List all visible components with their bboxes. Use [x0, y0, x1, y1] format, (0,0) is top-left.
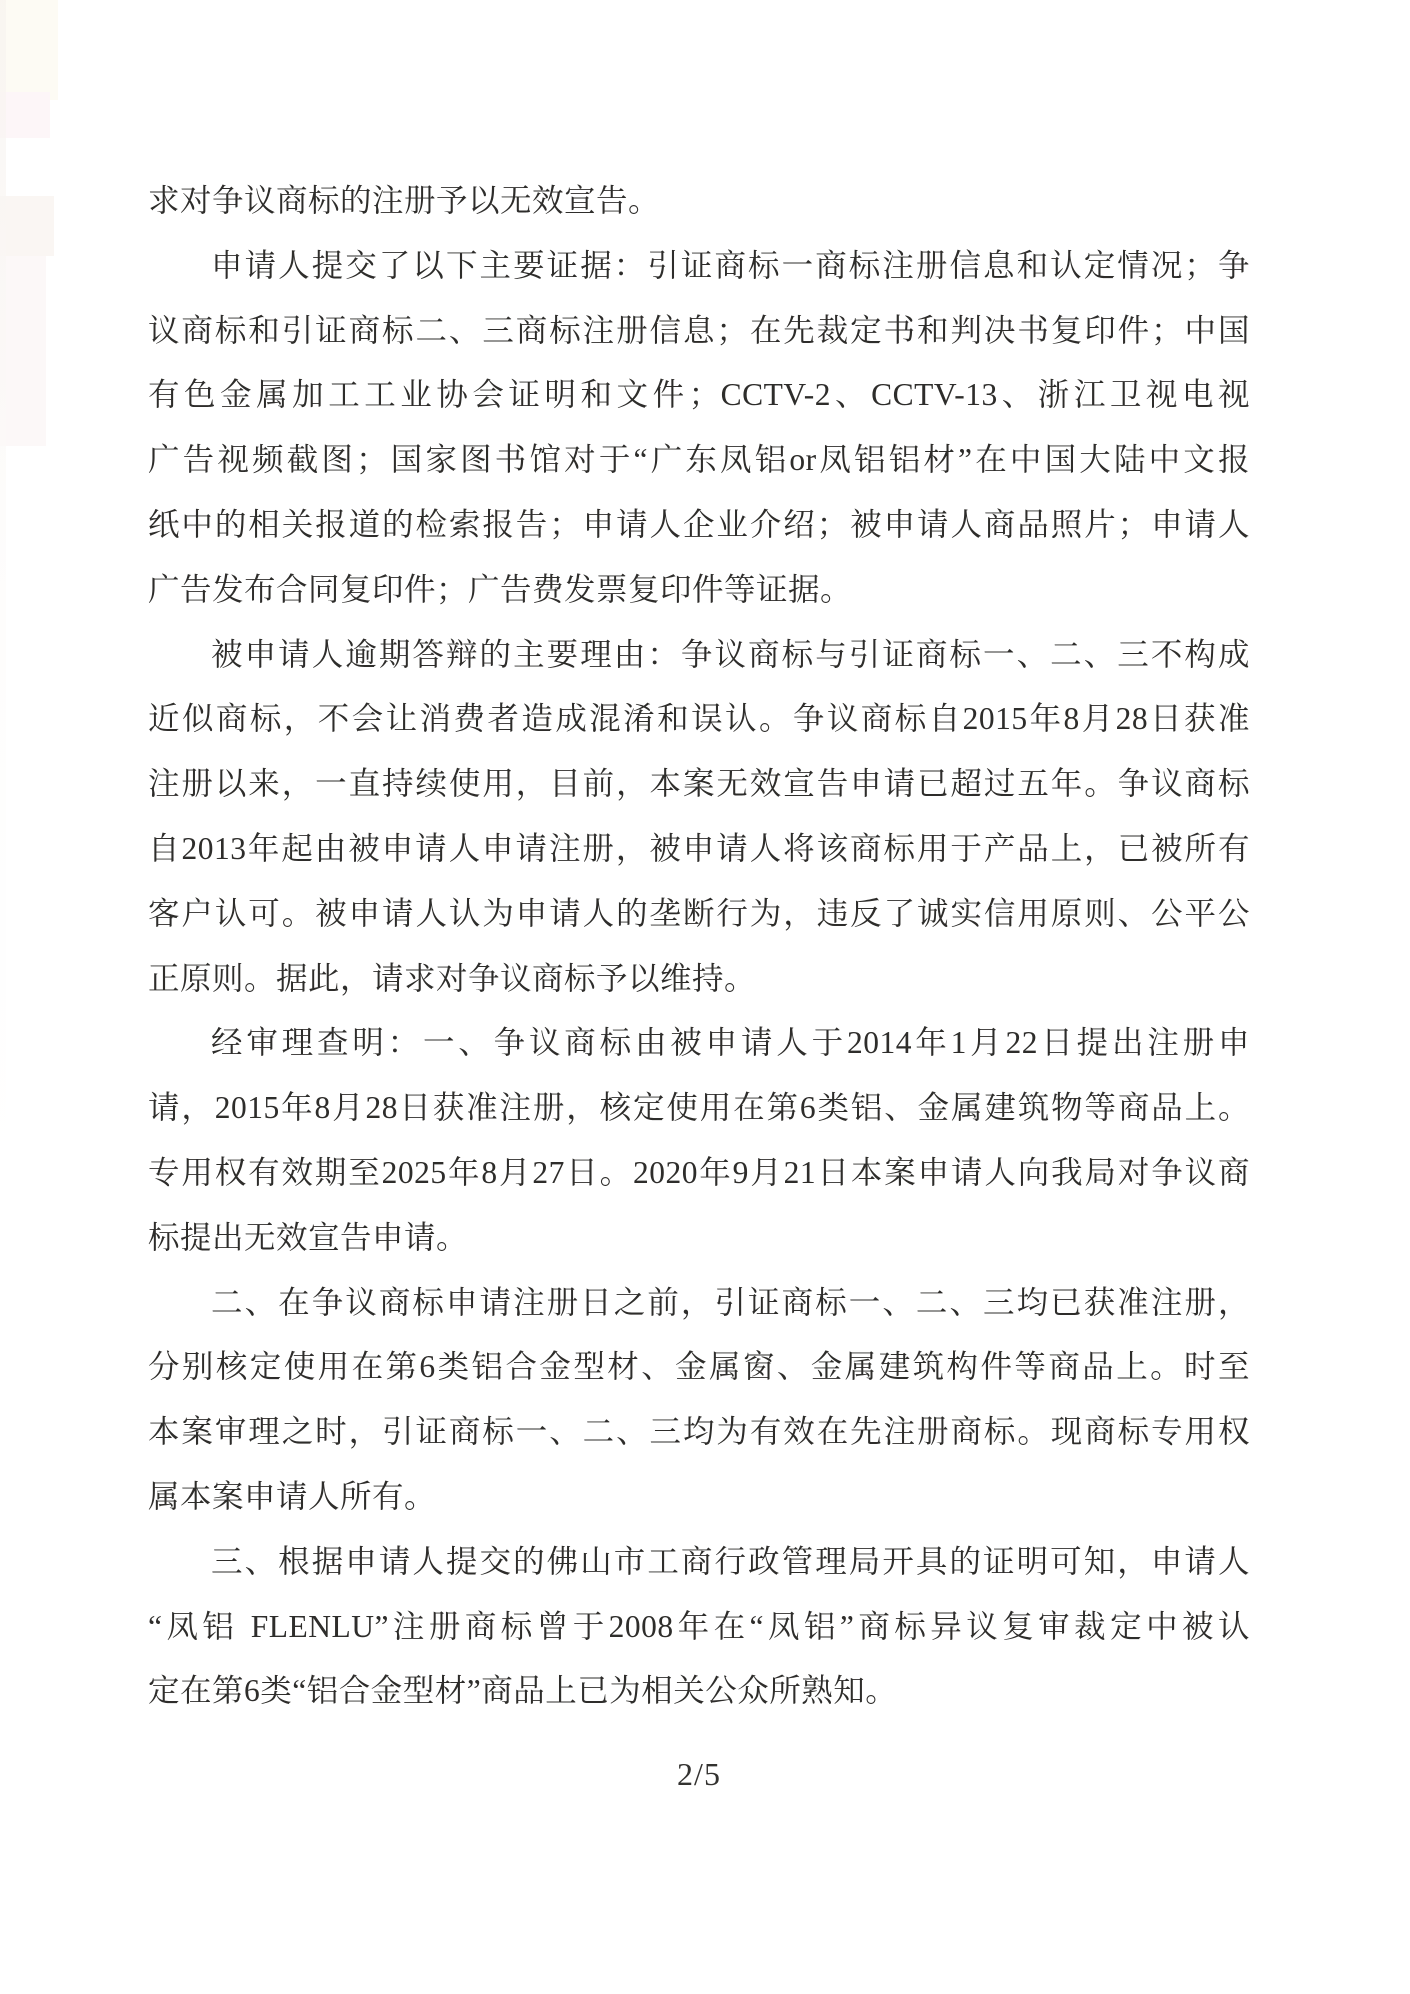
text-line: 本案审理之时，引证商标一、二、三均为有效在先注册商标。现商标专用权	[148, 1414, 1250, 1450]
text-line: 分别核定使用在第6类铝合金型材、金属窗、金属建筑构件等商品上。时至	[148, 1349, 1250, 1385]
text-line: 三、根据申请人提交的佛山市工商行政管理局开具的证明可知，申请人	[211, 1543, 1250, 1579]
text-line: 属本案申请人所有。	[148, 1478, 437, 1514]
text-line: 标提出无效宣告申请。	[148, 1219, 469, 1255]
text-line: 广告发布合同复印件；广告费发票复印件等证据。	[148, 571, 853, 607]
document-text	[148, 169, 1250, 1724]
text-line: 经审理查明：一、争议商标由被申请人于2014年1月22日提出注册申	[211, 1025, 1250, 1061]
text-line: 近似商标，不会让消费者造成混淆和误认。争议商标自2015年8月28日获准	[148, 701, 1250, 737]
text-line: 有色金属加工工业协会证明和文件；CCTV-2、CCTV-13、浙江卫视电视	[148, 377, 1250, 413]
text-line: 正原则。据此，请求对争议商标予以维持。	[148, 960, 757, 996]
text-line: 广告视频截图；国家图书馆对于“广东凤铝or凤铝铝材”在中国大陆中文报	[148, 442, 1250, 478]
text-line: 议商标和引证商标二、三商标注册信息；在先裁定书和判决书复印件；中国	[148, 312, 1250, 348]
scan-artifact	[0, 92, 50, 138]
scan-artifact	[0, 256, 46, 446]
text-line: 求对争议商标的注册予以无效宣告。	[148, 183, 661, 218]
text-line: “凤铝 FLENLU”注册商标曾于2008年在“凤铝”商标异议复审裁定中被认	[148, 1608, 1250, 1644]
text-line: 被申请人逾期答辩的主要理由：争议商标与引证商标一、二、三不构成	[211, 636, 1250, 672]
text-line: 二、在争议商标申请注册日之前，引证商标一、二、三均已获准注册，	[211, 1284, 1250, 1320]
scan-artifact	[0, 0, 58, 100]
text-line: 请，2015年8月28日获准注册，核定使用在第6类铝、金属建筑物等商品上。	[148, 1090, 1250, 1126]
text-line: 纸中的相关报道的检索报告；申请人企业介绍；被申请人商品照片；申请人	[148, 506, 1250, 542]
text-line: 申请人提交了以下主要证据：引证商标一商标注册信息和认定情况；争	[211, 247, 1250, 283]
text-line: 专用权有效期至2025年8月27日。2020年9月21日本案申请人向我局对争议商	[148, 1154, 1250, 1190]
page-number: 2/5	[677, 1756, 721, 1792]
text-line: 注册以来，一直持续使用，目前，本案无效宣告申请已超过五年。争议商标	[148, 766, 1250, 802]
text-line: 自2013年起由被申请人申请注册，被申请人将该商标用于产品上，已被所有	[148, 830, 1250, 866]
text-line: 客户认可。被申请人认为申请人的垄断行为，违反了诚实信用原则、公平公	[148, 895, 1250, 931]
scan-artifact	[0, 0, 6, 1994]
scan-artifact	[0, 196, 54, 256]
text-line: 定在第6类“铝合金型材”商品上已为相关公众所熟知。	[148, 1673, 898, 1709]
